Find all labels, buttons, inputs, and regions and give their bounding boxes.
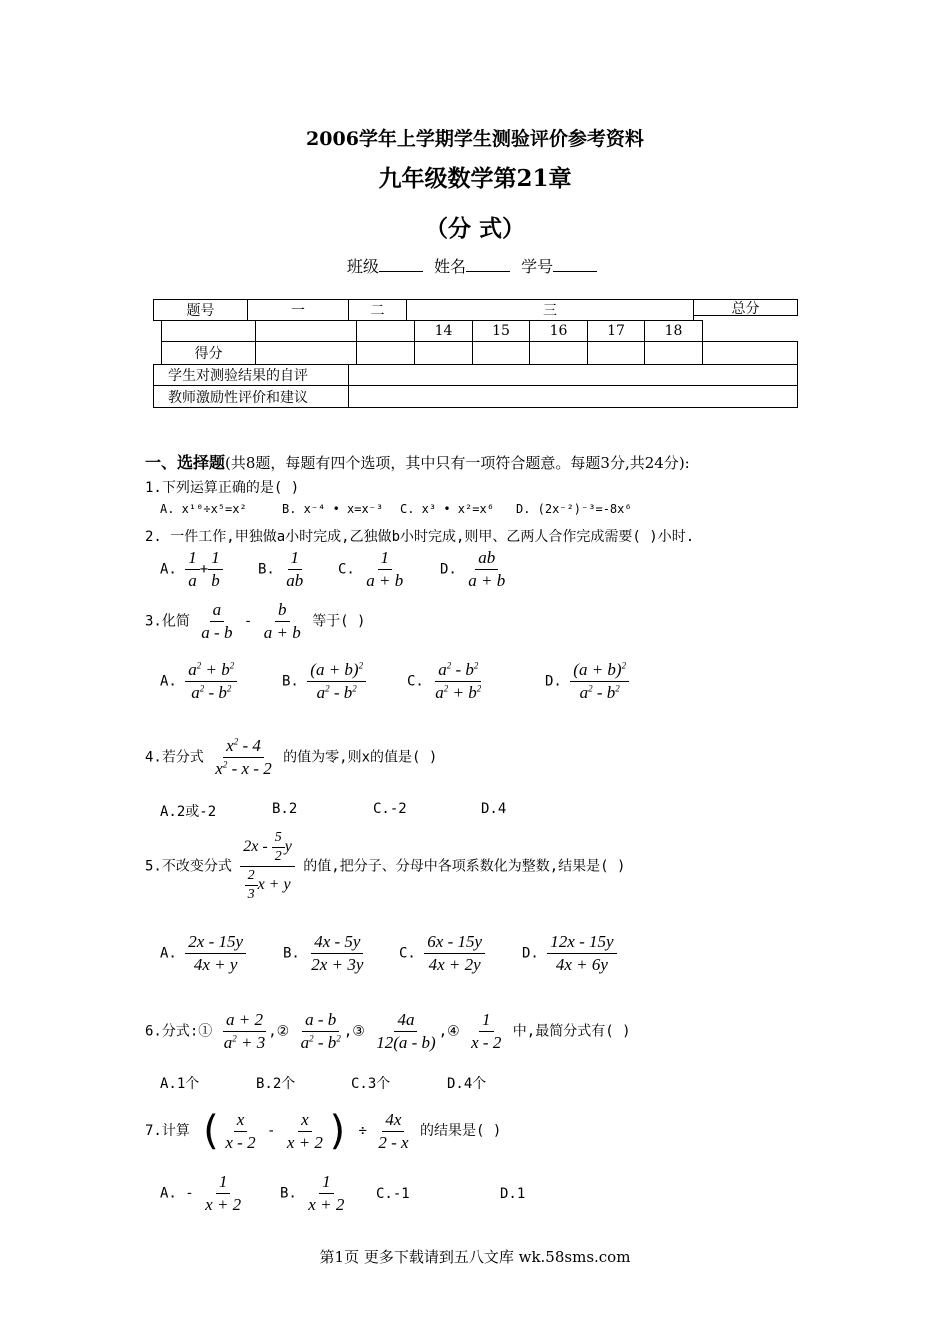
score-cell[interactable] <box>472 341 530 365</box>
formula: $\frac{b}{a + b}$ <box>263 600 301 642</box>
formula: $\frac{a - b}{a^2 - b^2}$ <box>300 1010 341 1052</box>
table-cell <box>255 320 357 342</box>
question-3-option-c[interactable] <box>407 660 484 703</box>
stem-text: 中,最简分式有( ) <box>512 1023 631 1040</box>
table-cell: 16 <box>529 320 588 342</box>
stem-text: 6.分式:① <box>145 1023 213 1040</box>
question-1-option-d[interactable]: D. (2x⁻²)⁻³=-8x⁶ <box>516 502 632 516</box>
question-1-option-a[interactable]: A. x¹⁰÷x⁵=x² <box>160 502 247 516</box>
class-label: 班级 <box>346 257 379 276</box>
formula: $\frac{1}{b}$ <box>208 548 223 591</box>
question-7-option-c[interactable]: C.-1 <box>376 1186 410 1202</box>
formula: $\frac{x}{x - 2}$ <box>225 1109 256 1152</box>
doc-title-series: 2006学年上学期学生测验评价参考资料 <box>306 128 644 150</box>
formula: 2x - $\frac{5}{2}$ y $\frac{2}{3}$ x + y <box>240 830 295 903</box>
option-label: B. <box>258 561 275 578</box>
formula: $\frac{1}{a}$ <box>185 548 200 591</box>
score-row-label: 得分 <box>161 341 256 365</box>
formula: $\frac{4x}{2 - x}$ <box>378 1109 409 1152</box>
formula: $\frac{1}{ab}$ <box>286 548 304 590</box>
question-6-stem <box>145 1010 631 1053</box>
option-label: B. <box>280 1185 297 1202</box>
formula: $\frac{a + 2}{a^2 + 3}$ <box>223 1010 266 1052</box>
formula: $\frac{4x - 5y}{2x + 3y}$ <box>311 932 364 974</box>
question-7-option-a[interactable]: A. - $\frac{1}{x + 2}$ <box>160 1172 244 1215</box>
question-3-stem: 3.化简 $\frac{a}{a - b}$ - $\frac{b}{a + b}$ 等于( ) <box>145 600 366 642</box>
score-cell[interactable] <box>587 341 645 365</box>
table-header-cell: 题号 <box>153 299 248 321</box>
option-label: C. <box>407 673 424 690</box>
formula: $\frac{x^2 - 4}{x^2 - x - 2}$ <box>215 736 272 778</box>
score-cell[interactable] <box>702 341 798 365</box>
option-label: D. <box>522 945 539 962</box>
formula: $\frac{1}{a + b}$ <box>366 548 404 590</box>
question-3-option-d[interactable] <box>545 660 629 703</box>
question-1-stem: 1.下列运算正确的是( ) <box>145 480 300 496</box>
stem-text: 的值为零,则x的值是( ) <box>283 749 438 766</box>
section-title: 一、选择题 <box>145 453 226 472</box>
formula: $\frac{a}{a - b}$ <box>201 600 233 642</box>
option-label: D. <box>545 673 562 690</box>
question-5-option-b[interactable] <box>283 932 366 975</box>
stem-text: 的值,把分子、分母中各项系数化为整数,结果是( ) <box>303 858 626 875</box>
formula: $\frac{x}{x + 2}$ <box>286 1109 323 1152</box>
stem-text: 7.计算 <box>145 1123 190 1139</box>
formula: $\frac{(a + b)^2}{a^2 - b^2}$ <box>307 660 366 703</box>
question-2-option-a[interactable]: A. $\frac{1}{a}$ + $\frac{1}{b}$ <box>160 548 223 591</box>
option-label: B. <box>282 673 299 690</box>
score-cell[interactable] <box>644 341 703 365</box>
stem-text: 等于( ) <box>312 613 366 630</box>
question-6-option-b[interactable]: B.2个 <box>256 1076 296 1092</box>
table-cell: 18 <box>644 320 703 342</box>
score-cell[interactable] <box>414 341 473 365</box>
formula: $\frac{4a}{12(a - b)}$ <box>376 1010 436 1052</box>
teacher-eval-label: 教师激励性评价和建议 <box>153 385 349 408</box>
question-3-option-b[interactable] <box>282 660 366 703</box>
table-cell: 15 <box>472 320 530 342</box>
section-heading <box>145 450 690 473</box>
doc-title-chapter: 九年级数学第21章 <box>378 165 572 192</box>
option-label: D. <box>440 561 457 578</box>
question-7-option-b[interactable] <box>280 1172 347 1215</box>
stem-text: 5.不改变分式 <box>145 858 232 875</box>
page-footer: 第1页 更多下载请到五八文库 wk.58sms.com <box>319 1248 631 1266</box>
option-label: C. <box>399 945 416 962</box>
table-cell <box>161 320 256 342</box>
stem-text: 3.化简 <box>145 613 190 630</box>
question-4-option-d[interactable]: D.4 <box>481 801 507 817</box>
formula: $\frac{ab}{a + b}$ <box>468 548 506 590</box>
name-label: 姓名 <box>433 257 466 276</box>
option-label: A. <box>160 673 177 690</box>
class-blank[interactable] <box>379 257 423 272</box>
table-cell <box>356 320 415 342</box>
student-info-line <box>0 254 950 277</box>
stem-text: ,④ <box>438 1023 460 1040</box>
question-7-stem: 7.计算 ( $\frac{x}{x - 2}$ - $\frac{x}{x + 2}$ ) ÷ $\frac{4x}{2 - x}$ 的结果是( ) <box>145 1108 502 1154</box>
question-2-option-c[interactable] <box>338 548 406 591</box>
name-blank[interactable] <box>466 257 510 272</box>
doc-title-topic: （分 式） <box>424 215 525 242</box>
question-6-option-a[interactable]: A.1个 <box>160 1076 200 1092</box>
option-label: B. <box>283 945 300 962</box>
question-6-option-d[interactable]: D.4个 <box>447 1076 487 1092</box>
question-4-stem <box>145 736 437 779</box>
score-cell[interactable] <box>356 341 415 365</box>
number-blank[interactable] <box>553 257 597 272</box>
question-1-option-b[interactable]: B. x⁻⁴ • x=x⁻³ <box>282 502 384 516</box>
question-2-option-b[interactable] <box>258 548 306 591</box>
formula: $\frac{12x - 15y}{4x + 6y}$ <box>547 932 616 975</box>
question-7-option-d[interactable]: D.1 <box>500 1186 526 1202</box>
stem-text: ,② <box>268 1023 290 1040</box>
question-4-option-c[interactable]: C.-2 <box>373 801 407 817</box>
table-cell: 14 <box>414 320 473 342</box>
table-cell: 17 <box>587 320 645 342</box>
formula: $\frac{1}{x + 2}$ <box>308 1172 345 1214</box>
score-cell[interactable] <box>255 341 357 365</box>
formula: $\frac{2x - 15y}{4x + y}$ <box>185 932 246 975</box>
stem-text: 4.若分式 <box>145 749 204 766</box>
formula: $\frac{a^2 + b^2}{a^2 - b^2}$ <box>185 660 237 703</box>
self-eval-cell[interactable] <box>348 364 798 386</box>
formula: $\frac{a^2 - b^2}{a^2 + b^2}$ <box>435 660 482 702</box>
question-5-option-d[interactable] <box>522 932 617 975</box>
option-label: C. <box>338 561 355 578</box>
table-header-cell: 二 <box>348 299 407 321</box>
table-header-cell: 总分 <box>693 299 798 316</box>
option-label: A. <box>160 1185 177 1202</box>
question-5-option-a[interactable] <box>160 932 246 975</box>
teacher-eval-cell[interactable] <box>348 385 798 408</box>
question-2-stem: 2. 一件工作,甲独做a小时完成,乙独做b小时完成,则甲、乙两人合作完成需要( )小时. <box>145 529 695 545</box>
question-4-option-b[interactable]: B.2 <box>272 801 298 817</box>
question-5-option-c[interactable] <box>399 932 485 975</box>
stem-text: ,③ <box>343 1023 365 1040</box>
question-3-option-a[interactable] <box>160 660 237 703</box>
table-header-cell: 三 <box>406 299 694 321</box>
question-5-stem <box>145 830 625 903</box>
self-eval-label: 学生对测验结果的自评 <box>153 364 349 386</box>
option-label: A. <box>160 561 177 578</box>
formula: $\frac{(a + b)^2}{a^2 - b^2}$ <box>570 660 629 703</box>
question-6-option-c[interactable]: C.3个 <box>351 1076 391 1092</box>
formula: $\frac{1}{x - 2}$ <box>471 1010 502 1052</box>
formula: $\frac{1}{x + 2}$ <box>205 1172 242 1214</box>
formula: $\frac{6x - 15y}{4x + 2y}$ <box>424 932 485 975</box>
stem-text: 的结果是( ) <box>419 1123 502 1139</box>
score-cell[interactable] <box>529 341 588 365</box>
question-1-option-c[interactable]: C. x³ • x²=x⁶ <box>400 502 494 516</box>
question-2-option-d[interactable] <box>440 548 508 591</box>
question-4-option-a[interactable]: A.2或-2 <box>160 804 217 820</box>
section-desc: (共8题，每题有四个选项，其中只有一项符合题意。每题3分,共24分): <box>225 454 690 472</box>
number-label: 学号 <box>521 257 554 276</box>
table-header-cell: 一 <box>247 299 349 321</box>
option-label: A. <box>160 945 177 962</box>
